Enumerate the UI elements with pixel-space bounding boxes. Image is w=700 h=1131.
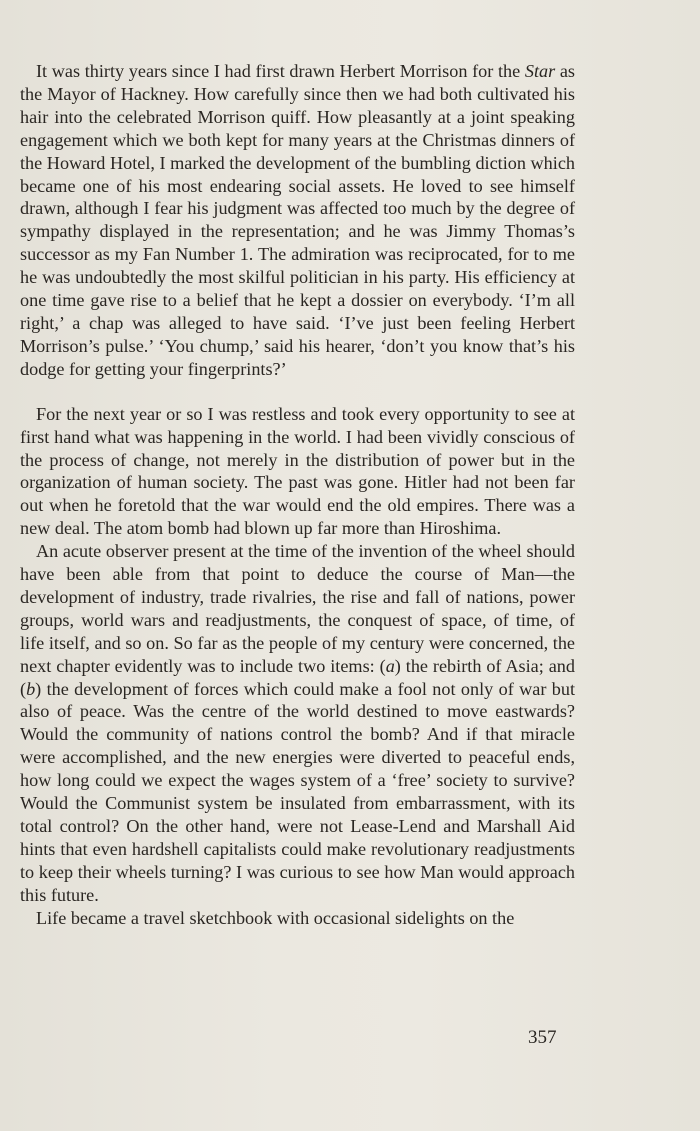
paragraph-morrison: It was thirty years since I had first drawn Herbert Morrison for the Star as the Mayor of Hackney. How carefully since then we had both cultivated his hair into the celebrated Morrison quiff. How pleasantly at a joint speaking engagement which we both kept for many years at the Christmas dinners of the Howard Hotel, I marked the development of the bumbling diction which became one of his most endearing social assets. He loved to see himself drawn, although I fear his judgment was affected too much by the degree of sympathy displayed in the representation; and he was Jimmy Thomas’s successor as my Fan Number 1. The admiration was reciprocated, for to me he was undoubtedly the most skilful politician in his party. His efficiency at one time gave rise to a belief that he kept a dossier on everybody. ‘I’m all right,’ a chap was alleged to have said. ‘I’ve just been feeling Herbert Morrison’s pulse.’ ‘You chump,’ said his hearer, ‘don’t you know that’s his dodge for getting your fingerprints?’ bbox=[20, 61, 575, 379]
paragraph-observer: An acute observer present at the time of the invention of the wheel should have been able from that point to deduce the course of Man—the development of industry, trade rivalries, the rise and fall of nations, power groups, world wars and readjustments, the conquest of space, of time, of life itself, and so on. So far as the people of my century were concerned, the next chapter evidently was to include two items: (a) the rebirth of Asia; and (b) the development of forces which could make a fool not only of war but also of peace. Was the centre of the world destined to move eastwards? Would the community of nations control the bomb? And if that miracle were accomplished, and the new energies were diverted to peaceful ends, how long could we expect the wages system of a ‘free’ society to survive? Would the Communist system be insulated from embarrassment, with its total control? On the other hand, were not Lease-Lend and Marshall Aid hints that even hardshell capitalists could make revolutionary readjustments to keep their wheels turning? I was curious to see how Man would approach this future. bbox=[20, 541, 575, 905]
paragraph-sketchbook: Life became a travel sketchbook with occasional sidelights on the bbox=[36, 907, 515, 928]
newspaper-title: Star bbox=[524, 61, 556, 81]
body-text bbox=[20, 60, 575, 930]
paragraph-restless: For the next year or so I was restless and took every opportunity to see at first hand what was happening in the world. I had been vividly conscious of the process of change, not merely in the distribution of power but in the organization of human society. The past was gone. Hitler had not been far out when he foretold that the war would end the old empires. There was a new deal. The atom bomb had blown up far more than Hiroshima. bbox=[20, 403, 575, 539]
page-number: 357 bbox=[528, 1027, 557, 1048]
